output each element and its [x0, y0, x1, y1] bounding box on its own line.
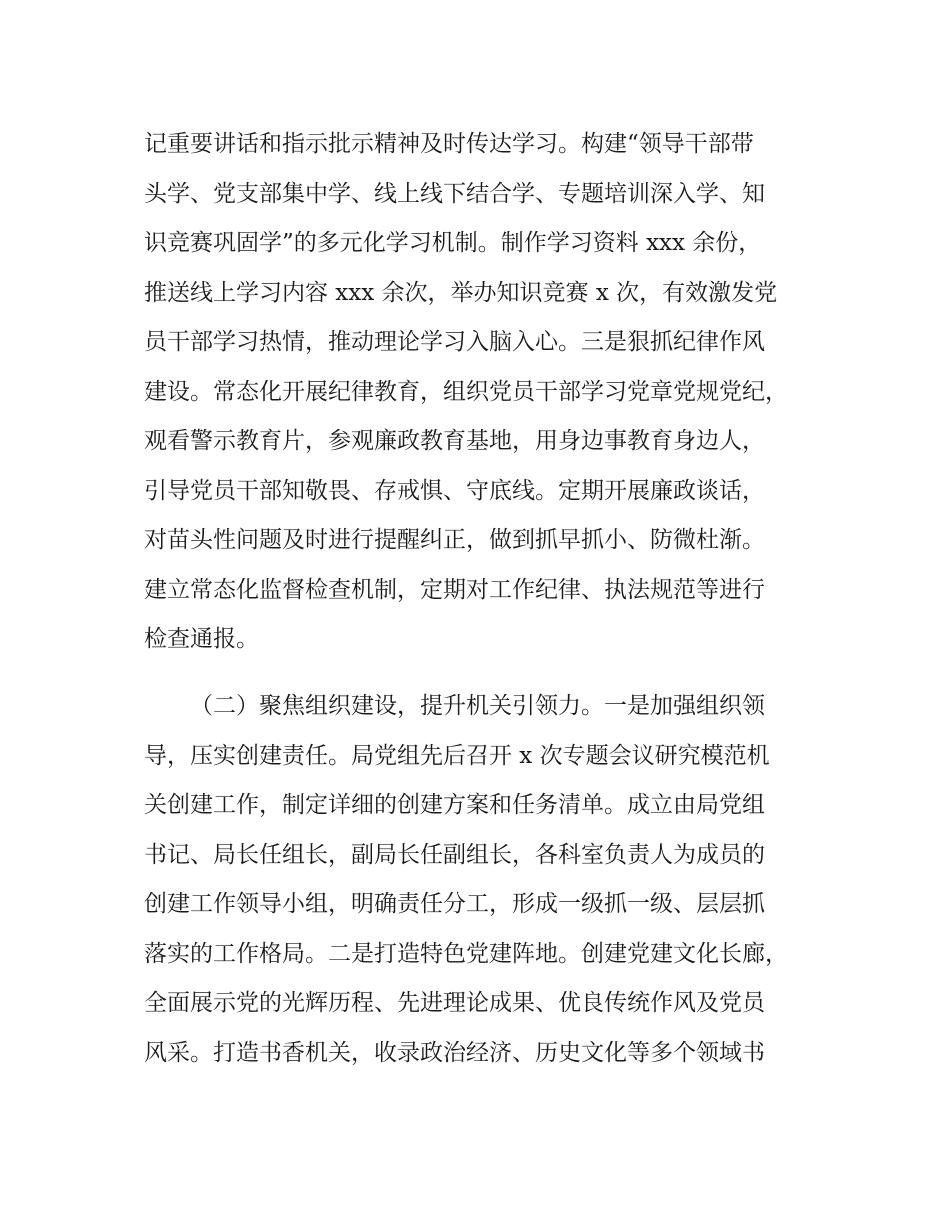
text-line: 关创建工作，制定详细的创建方案和任务清单。成立由局党组	[144, 792, 765, 818]
text-line: 建设。常态化开展纪律教育，组织党员干部学习党章党规党纪，	[144, 379, 788, 405]
text-line: 检查通报。	[144, 626, 259, 652]
text-line: 建立常态化监督检查机制，定期对工作纪律、执法规范等进行	[144, 577, 765, 603]
text-line: 对苗头性问题及时进行提醒纠正，做到抓早抓小、防微杜渐。	[144, 527, 765, 553]
text-line: 观看警示教育片，参观廉政教育基地，用身边事教育身边人，	[144, 428, 765, 454]
text-line: 导，压实创建责任。局党组先后召开 x 次专题会议研究模范机	[144, 743, 770, 769]
text-line: 记重要讲话和指示批示精神及时传达学习。构建“领导干部带	[144, 131, 754, 157]
text-line: 头学、党支部集中学、线上线下结合学、专题培训深入学、知	[144, 181, 765, 207]
text-line: 全面展示党的光辉历程、先进理论成果、优良传统作风及党员	[144, 990, 765, 1016]
text-line: 风采。打造书香机关，收录政治经济、历史文化等多个领域书	[144, 1040, 765, 1066]
section-heading-line: （二）聚焦组织建设，提升机关引领力。一是加强组织领	[190, 693, 765, 719]
text-line: 引导党员干部知敬畏、存戒惧、守底线。定期开展廉政谈话，	[144, 478, 765, 504]
text-line: 创建工作领导小组，明确责任分工，形成一级抓一级、层层抓	[144, 891, 765, 917]
text-line: 推送线上学习内容 xxx 余次，举办知识竞赛 x 次，有效激发党	[144, 280, 778, 306]
text-line: 员干部学习热情，推动理论学习入脑入心。三是狠抓纪律作风	[144, 329, 765, 355]
text-line: 书记、局长任组长，副局长任副组长，各科室负责人为成员的	[144, 842, 765, 868]
text-line: 识竞赛巩固学”的多元化学习机制。制作学习资料 xxx 余份，	[144, 230, 762, 256]
text-line: 落实的工作格局。二是打造特色党建阵地。创建党建文化长廊，	[144, 941, 788, 967]
